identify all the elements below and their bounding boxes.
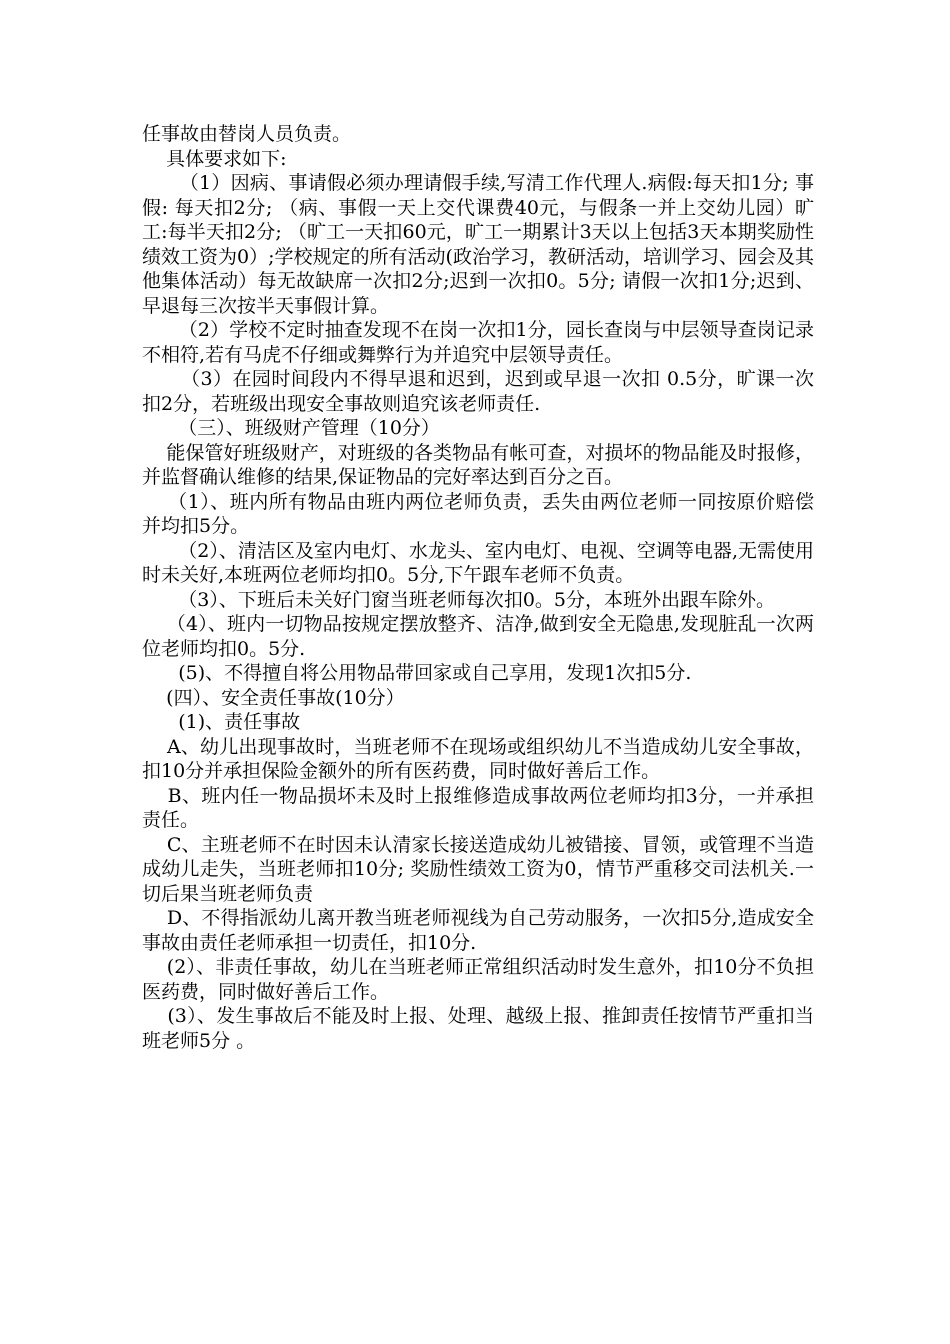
section-heading: (四）、安全责任事故(10分） <box>142 686 405 709</box>
paragraph: (5)、不得擅自将公用物品带回家或自己享用，发现1次扣5分. <box>142 662 692 684</box>
paragraph: D、不得指派幼儿离开教当班老师视线为自己劳动服务，一次扣5分,造成安全事故由责任老师承担一切责任，扣10分. <box>142 907 814 954</box>
document-body <box>142 122 814 1053</box>
paragraph: （3）、下班后未关好门窗当班老师每次扣0。5分，本班外出跟车除外。 <box>142 588 776 611</box>
paragraph: 能保管好班级财产，对班级的各类物品有帐可查，对损坏的物品能及时报修，并监督确认维修的结果,保证物品的完好率达到百分之百。 <box>142 441 814 488</box>
paragraph: 任事故由替岗人员负责。 <box>142 123 352 145</box>
paragraph: C、主班老师不在时因未认清家长接送造成幼儿被错接、冒领，或管理不当造成幼儿走失，当班老师扣10分; 奖励性绩效工资为0，情节严重移交司法机关.一切后果当班老师负责 <box>142 833 814 905</box>
paragraph: (3）、发生事故后不能及时上报、处理、越级上报、推卸责任按情节严重扣当班老师5分 。 <box>142 1005 814 1052</box>
paragraph: （1）因病、事请假必须办理请假手续,写清工作代理人.病假:每天扣1分; 事假: 每天扣2分; （病、事假一天上交代课费40元，与假条一并上交幼儿园）旷工:每半天扣2分; （旷工一天扣60元，旷工一期累计3天以上包括3天本期奖励性绩效工资为0）;学校规定的所有活动(政治学习，教研活动，培训学习、园会及其他集体活动）每无故缺席一次扣2分;迟到一次扣0。5分; 请假一次扣1分;迟到、早退每三次按半天事假计算。 <box>142 172 814 317</box>
section-heading: （三）、班级财产管理（10分） <box>142 417 440 439</box>
paragraph: A、幼儿出现事故时，当班老师不在现场或组织幼儿不当造成幼儿安全事故，扣10分并承担保险金额外的所有医药费，同时做好善后工作。 <box>142 735 814 782</box>
paragraph: （2）、清洁区及室内电灯、水龙头、室内电灯、电视、空调等电器,无需使用时未关好,本班两位老师均扣0。5分,下午跟车老师不负责。 <box>142 539 814 586</box>
paragraph: （4）、班内一切物品按规定摆放整齐、洁净,做到安全无隐患,发现脏乱一次两位老师均扣0。5分. <box>142 613 814 660</box>
paragraph: （1）、班内所有物品由班内两位老师负责，丢失由两位老师一同按原价赔偿并均扣5分。 <box>142 490 814 537</box>
paragraph: B、班内任一物品损坏未及时上报维修造成事故两位老师均扣3分，一并承担责任。 <box>142 784 814 831</box>
paragraph: （3）在园时间段内不得早退和迟到，迟到或早退一次扣 0.5分，旷课一次扣2分，若班级出现安全事故则追究该老师责任. <box>142 368 814 415</box>
paragraph: (2）、非责任事故，幼儿在当班老师正常组织活动时发生意外，扣10分不负担医药费，同时做好善后工作。 <box>142 956 814 1003</box>
subsection-heading: (1)、责任事故 <box>142 711 301 733</box>
paragraph: 具体要求如下: <box>142 147 287 170</box>
paragraph: （2）学校不定时抽查发现不在岗一次扣1分，园长查岗与中层领导查岗记录不相符,若有马虎不仔细或舞弊行为并追究中层领导责任。 <box>142 319 814 366</box>
